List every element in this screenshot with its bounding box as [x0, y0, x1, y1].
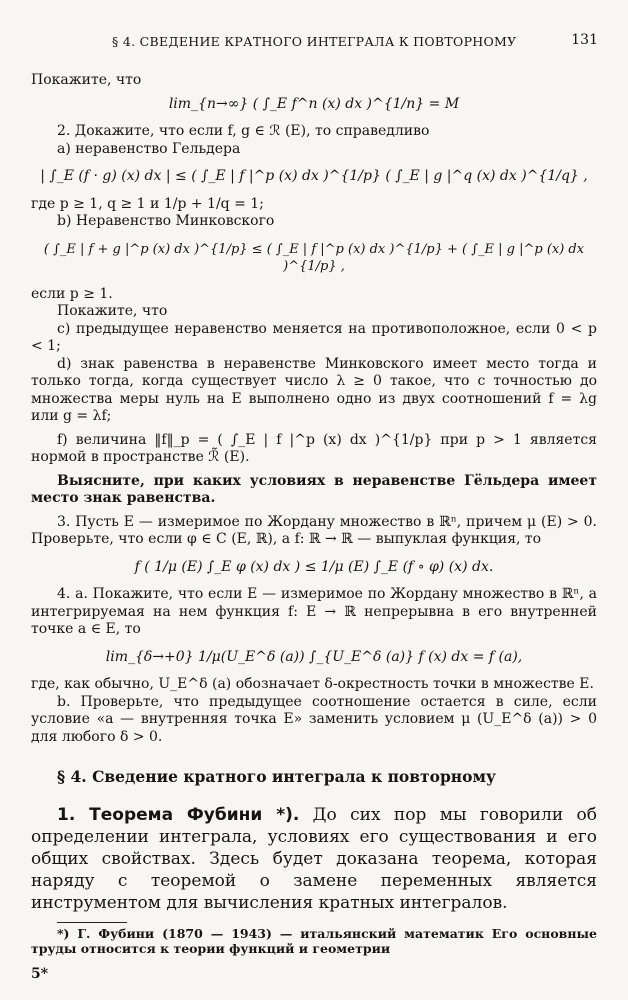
- page-body: [31, 72, 597, 983]
- theorem-paragraph: [31, 804, 597, 914]
- problem-4a-tail: где, как обычно, U_E^δ (a) обозначает δ-окрестность точки в множестве E.: [31, 676, 594, 692]
- footnote-text: *) Г. Фубини (1870 — 1943) — итальянский математик Его основные труды относится к теории функций и геометрии: [31, 925, 597, 956]
- problem-2d: d) знак равенства в неравенстве Минковского имеет место тогда и только тогда, когда существует число λ ≥ 0 такое, что с точностью до множества меры нуль на E выполнено одно из двух соотношений f = λg или g = λf;: [31, 355, 597, 424]
- problem-2c: c) предыдущее неравенство меняется на противоположное, если 0 < p < 1;: [31, 320, 597, 354]
- formula-minkowski: ( ∫_E | f + g |^p (x) dx )^{1/p} ≤ ( ∫_E | f |^p (x) dx )^{1/p} + ( ∫_E | g |^p (x) dx )^{1/p} ,: [43, 241, 585, 274]
- formula-jensen: f ( 1/μ (E) ∫_E φ (x) dx ) ≤ 1/μ (E) ∫_E (f ∘ φ) (x) dx.: [134, 558, 494, 575]
- signature-mark: 5*: [31, 965, 49, 982]
- condition-p: если p ≥ 1.: [31, 285, 113, 302]
- header-title: § 4. СВЕДЕНИЕ КРАТНОГО ИНТЕГРАЛА К ПОВТОРНОМУ: [112, 34, 517, 49]
- page-number: 131: [571, 32, 598, 48]
- problem-3: 3. Пусть E — измеримое по Жордану множество в ℝⁿ, причем μ (E) > 0. Проверьте, что если φ ∈ C (E, ℝ), а f: ℝ → ℝ — выпуклая функция, то: [31, 513, 597, 547]
- problem-2b: b) Неравенство Минковского: [57, 213, 275, 229]
- formula-lebesgue: lim_{δ→+0} 1/μ(U_E^δ (a)) ∫_{U_E^δ (a)} f (x) dx = f (a),: [105, 648, 523, 665]
- running-header: [0, 34, 628, 54]
- show-that-text: Покажите, что: [57, 303, 168, 319]
- find-out-text: Выясните, при каких условиях в неравенстве Гёльдера имеет место знак равенства.: [31, 472, 597, 506]
- problem-2a: a) неравенство Гельдера: [57, 140, 241, 157]
- problem-2f: f) величина ‖f‖_p = ( ∫_E | f |^p (x) dx )^{1/p} при p > 1 является нормой в пространстве ℛ̃ (E).: [31, 431, 597, 465]
- theorem-text: До сих пор мы говорили об определении интеграла, условиях его существования и его общих свойствах. Здесь будет доказана теорема, которая наряду с теоремой о замене переменных является инструментом для вычисления кратных интегралов.: [31, 804, 597, 913]
- formula-limit: lim_{n→∞} ( ∫_E f^n (x) dx )^{1/n} = M: [168, 95, 460, 112]
- theorem-label: 1. Теорема Фубини *).: [57, 804, 300, 825]
- formula-holder: | ∫_E (f · g) (x) dx | ≤ ( ∫_E | f |^p (x) dx )^{1/p} ( ∫_E | g |^q (x) dx )^{1/q} ,: [40, 168, 588, 184]
- problem-2-lead: 2. Докажите, что если f, g ∈ ℛ (E), то справедливо: [57, 123, 430, 139]
- footnote-divider: [57, 922, 127, 923]
- intro-text: Покажите, что: [31, 72, 142, 88]
- problem-4b: b. Проверьте, что предыдущее соотношение остается в силе, если условие «a — внутренняя точка E» заменить условием μ (U_E^δ (a)) > 0 для любого δ > 0.: [31, 693, 597, 745]
- condition-pq: где p ≥ 1, q ≥ 1 и 1/p + 1/q = 1;: [31, 195, 264, 212]
- section-title: § 4. Сведение кратного интеграла к повторному: [57, 767, 496, 786]
- problem-4a: 4. a. Покажите, что если E — измеримое по Жордану множество в ℝⁿ, а интегрируемая на нем функция f: E → ℝ непрерывна в его внутренней точке a ∈ E, то: [31, 586, 597, 637]
